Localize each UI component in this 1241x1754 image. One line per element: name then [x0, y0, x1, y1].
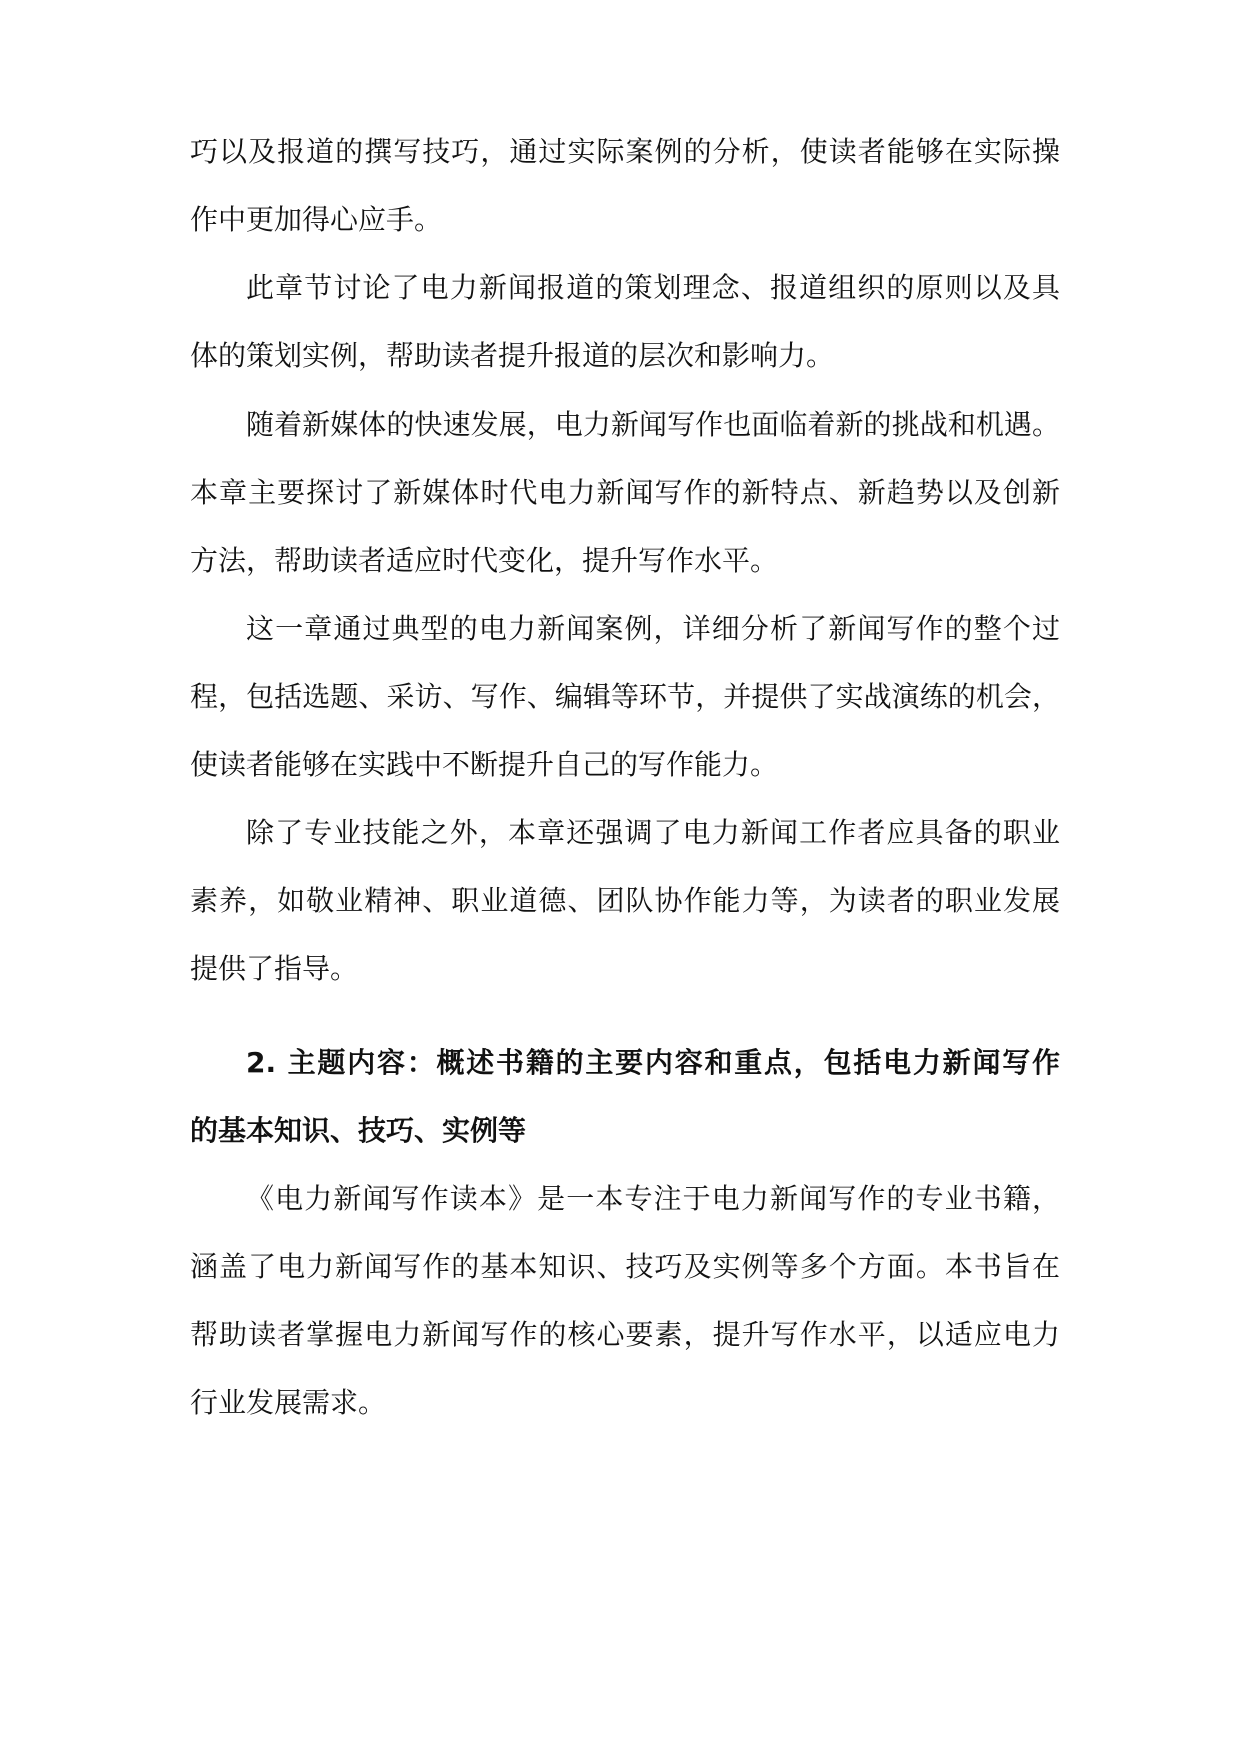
paragraph-line: 涵盖了电力新闻写作的基本知识、技巧及实例等多个方面。本书旨在	[190, 1250, 1060, 1283]
paragraph-line: 巧以及报道的撰写技巧，通过实际案例的分析，使读者能够在实际操	[190, 135, 1060, 168]
paragraph-line: 作中更加得心应手。	[190, 203, 443, 236]
paragraph-line: 这一章通过典型的电力新闻案例，详细分析了新闻写作的整个过	[246, 612, 1060, 645]
paragraph-line: 《电力新闻写作读本》是一本专注于电力新闻写作的专业书籍，	[246, 1182, 1060, 1215]
paragraph-line: 除了专业技能之外，本章还强调了电力新闻工作者应具备的职业	[246, 816, 1060, 849]
paragraph-line: 提供了指导。	[190, 952, 359, 985]
paragraph-line: 素养，如敬业精神、职业道德、团队协作能力等，为读者的职业发展	[190, 884, 1060, 917]
section-heading: 的基本知识、技巧、实例等	[190, 1114, 527, 1147]
paragraph-line: 随着新媒体的快速发展，电力新闻写作也面临着新的挑战和机遇。	[246, 408, 1060, 441]
paragraph-line: 方法，帮助读者适应时代变化，提升写作水平。	[190, 544, 779, 577]
section-heading: 2. 主题内容：概述书籍的主要内容和重点，包括电力新闻写作	[246, 1046, 1060, 1079]
paragraph-line: 此章节讨论了电力新闻报道的策划理念、报道组织的原则以及具	[246, 271, 1060, 304]
paragraph-line: 本章主要探讨了新媒体时代电力新闻写作的新特点、新趋势以及创新	[190, 476, 1060, 509]
paragraph-line: 体的策划实例，帮助读者提升报道的层次和影响力。	[190, 339, 835, 372]
paragraph-line: 帮助读者掌握电力新闻写作的核心要素，提升写作水平，以适应电力	[190, 1318, 1060, 1351]
paragraph-line: 程，包括选题、采访、写作、编辑等环节，并提供了实战演练的机会，	[190, 680, 1060, 713]
paragraph-line: 行业发展需求。	[190, 1386, 387, 1419]
paragraph-line: 使读者能够在实践中不断提升自己的写作能力。	[190, 748, 779, 781]
